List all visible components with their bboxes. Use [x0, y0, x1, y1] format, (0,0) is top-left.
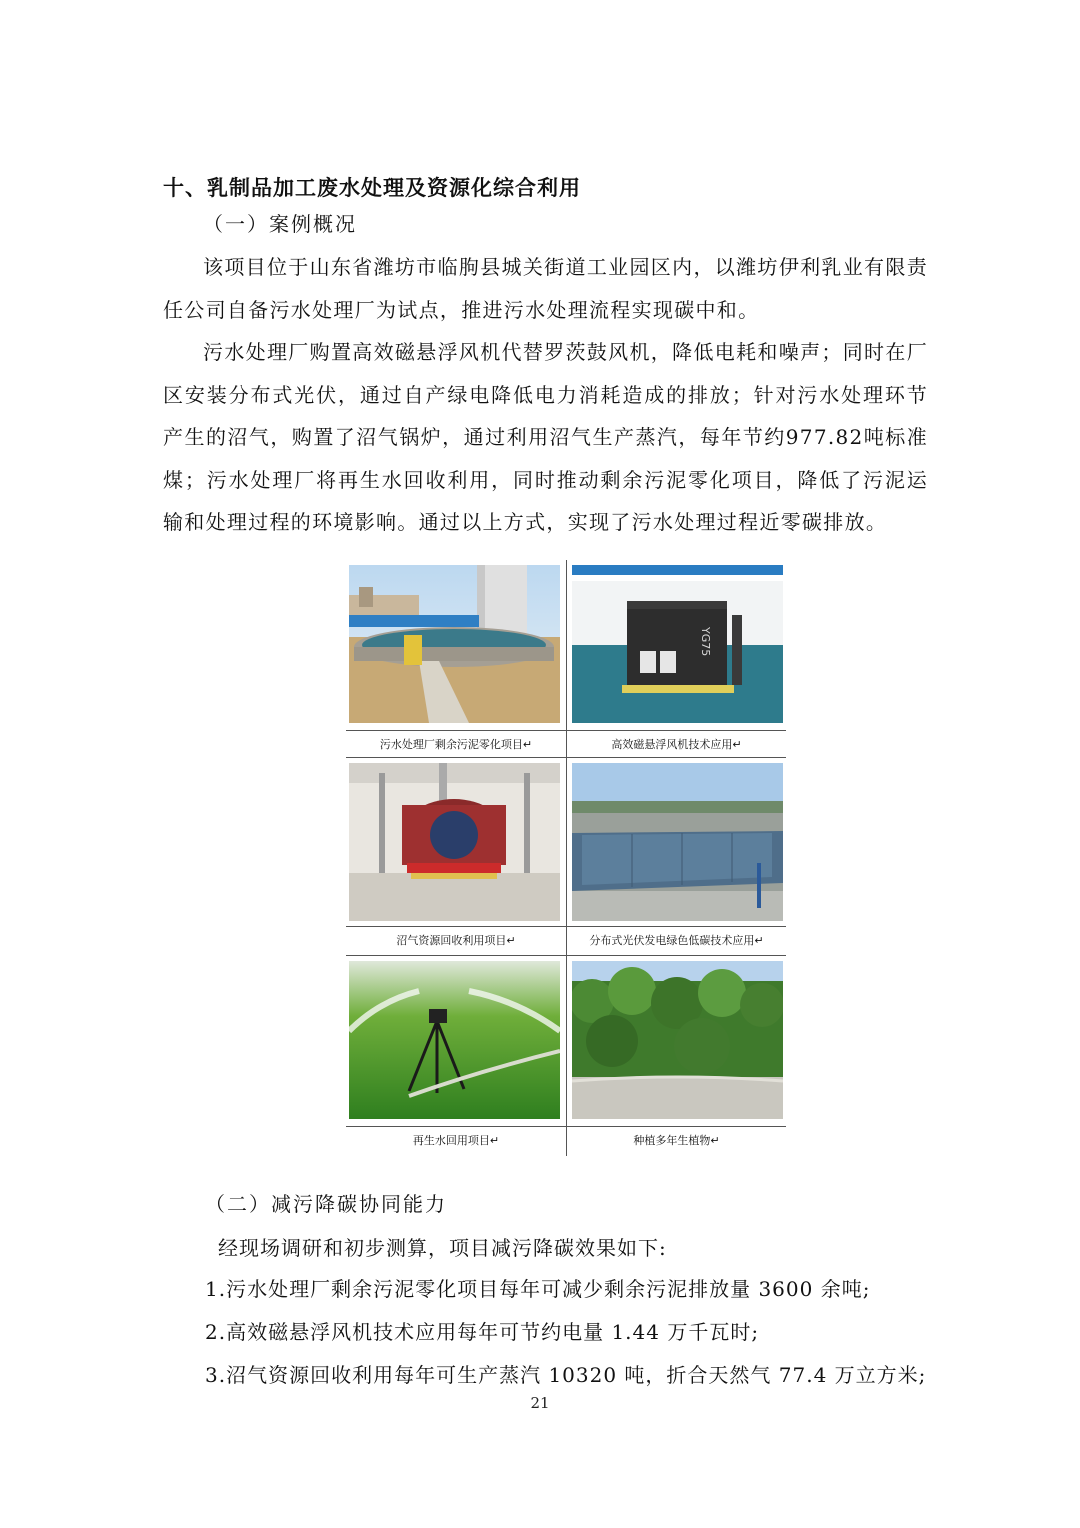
subsection-heading-overview: （一）案例概况 [203, 212, 357, 236]
photo-water-sprinkler [349, 961, 560, 1119]
section-heading: 十、乳制品加工废水处理及资源化综合利用 [163, 176, 581, 200]
caption-solar-project: 分布式光伏发电绿色低碳技术应用↵ [589, 934, 764, 947]
result-item-3: 3.沼气资源回收利用每年可生产蒸汽 10320 吨，折合天然气 77.4 万立方米; [205, 1363, 927, 1387]
result-item-2: 2.高效磁悬浮风机技术应用每年可节约电量 1.44 万千瓦时; [205, 1320, 760, 1344]
grid-divider [566, 560, 567, 1156]
caption-biogas-project: 沼气资源回收利用项目↵ [396, 934, 516, 947]
subsection-heading-synergy: （二）减污降碳协同能力 [205, 1192, 447, 1216]
caption-perennial-plants: 种植多年生植物↵ [633, 1134, 720, 1147]
result-item-1: 1.污水处理厂剩余污泥零化项目每年可减少剩余污泥排放量 3600 余吨; [205, 1277, 871, 1301]
figure-grid [346, 560, 786, 1156]
caption-reclaimed-water: 再生水回用项目↵ [412, 1134, 500, 1147]
photo-biogas-boiler [349, 763, 560, 921]
photo-solar-carport [572, 763, 783, 921]
photo-perennial-plants [572, 961, 783, 1119]
page-number: 21 [530, 1394, 550, 1412]
caption-maglev-blower: 高效磁悬浮风机技术应用↵ [611, 738, 742, 751]
caption-sludge-project: 污水处理厂剩余污泥零化项目↵ [379, 738, 533, 751]
results-intro: 经现场调研和初步测算，项目减污降碳效果如下: [218, 1236, 667, 1260]
photo-sludge-tank [349, 565, 560, 723]
photo-maglev-blower [572, 565, 783, 723]
paragraph-location: 该项目位于山东省潍坊市临朐县城关街道工业园区内，以潍坊伊利乳业有限责任公司自备污水处理厂为试点，推进污水处理流程实现碳中和。 [163, 255, 928, 322]
machine-label: YG75 [699, 627, 712, 657]
paragraph-measures: 污水处理厂购置高效磁悬浮风机代替罗茨鼓风机，降低电耗和噪声；同时在厂区安装分布式光伏，通过自产绿电降低电力消耗造成的排放；针对污水处理环节产生的沼气，购置了沼气锅炉，通过利用沼气生产蒸汽，每年节约977.82吨标准煤；污水处理厂将再生水回收利用，同时推动剩余污泥零化项目，降低了污泥运输和处理过程的环境影响。通过以上方式，实现了污水处理过程近零碳排放。 [163, 340, 928, 534]
